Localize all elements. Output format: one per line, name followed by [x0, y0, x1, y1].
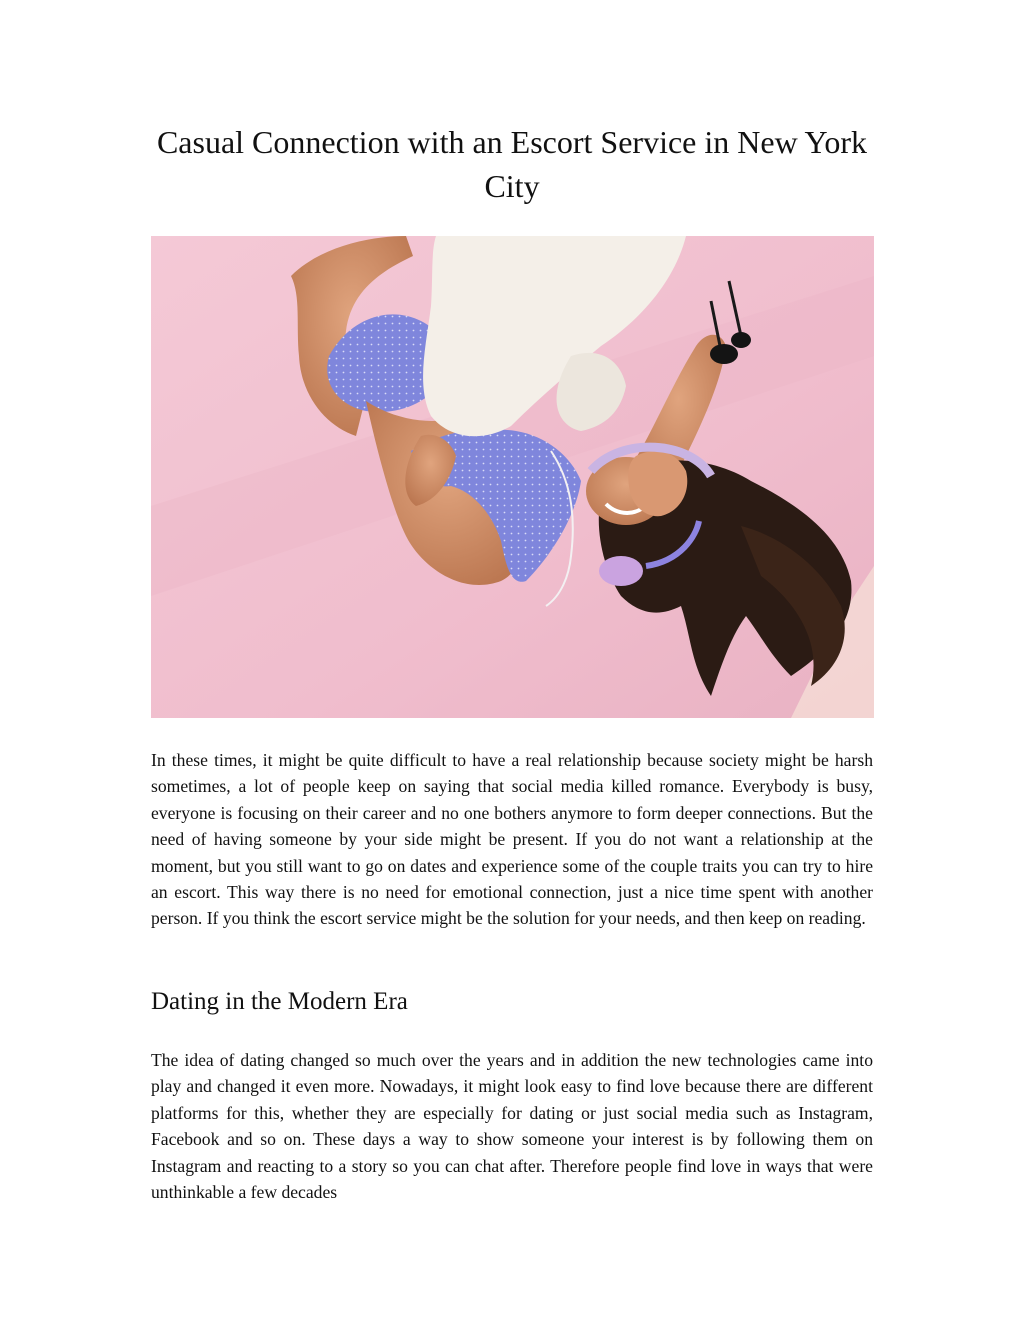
- body-paragraph: The idea of dating changed so much over the years and in addition the new technologies came into play and changed it even more. Nowadays, it might look easy to find love because there are different platforms for this, whether they are especially for dating or just social media such as Instagram, Facebook and so on. These days a way to show someone your interest is by following them on Instagram and reacting to a story so you can chat after. Therefore people find love in ways that were unthinkable a few decades: [151, 1050, 873, 1203]
- section-heading: Dating in the Modern Era: [151, 988, 408, 1015]
- woman-lying-on-pink-bed-icon: [151, 236, 874, 718]
- hero-image: [151, 236, 874, 718]
- page-title: Casual Connection with an Escort Service in New York City: [156, 124, 868, 204]
- intro-paragraph: In these times, it might be quite difficult to have a real relationship because society might be harsh sometimes, a lot of people keep on saying that social media killed romance. Everybody is busy, everyone is focusing on their career and no one bothers anymore to form deeper connections. But the need of having someone by your side might be present. If you do not want a relationship at the moment, but you still want to go on dates and experience some of the couple traits you can try to hire an escort. This way there is no need for emotional connection, just a nice time spent with another person. If you think the escort service might be the solution for your needs, and then keep on reading.: [151, 750, 873, 929]
